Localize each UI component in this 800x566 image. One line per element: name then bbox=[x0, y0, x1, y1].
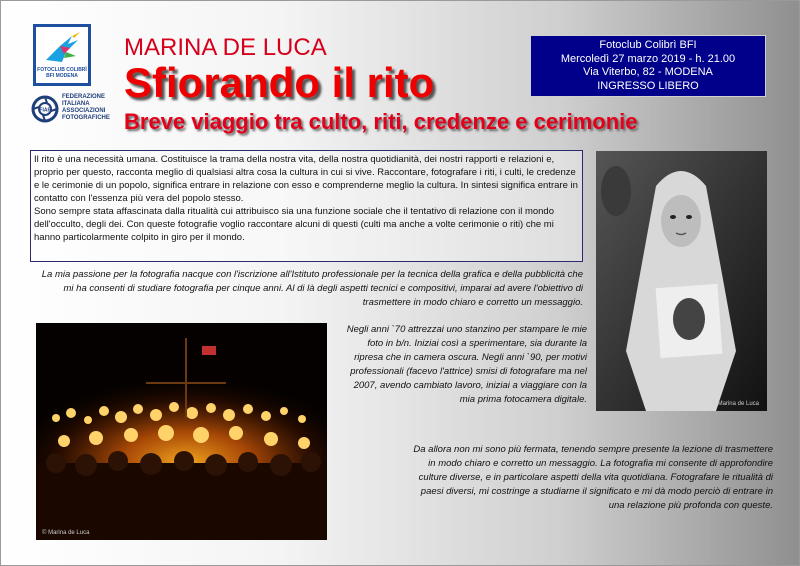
event-date: Mercoledì 27 marzo 2019 - h. 21.00 bbox=[560, 52, 736, 65]
colibri-logo-text: FOTOCLUB COLIBRÌ BFI MODENA bbox=[37, 67, 87, 79]
intro-paragraph: Il rito è una necessità umana. Costituisce la trama della nostra vita, della nostra quotidianità, dei nostri rapporti e relazioni e, proprio per questo, racconta meglio di qualsiasi altra cosa la cultura in cui si vive. Raccontare, fotografare i riti, i culti, le credenze e le cerimonie di un popolo, significa entrare in relazione con esso e comprenderne meglio la cultura. In sintesi significa entrare in contatto con l'essenza più vera del popolo stesso. bbox=[34, 154, 578, 204]
bio-paragraph-1: La mia passione per la fotografia nacque con l'iscrizione all'Istituto professionale per la tecnica della grafica e della pubblicità che mi ha consenti di studiare fotografia per cinque anni. Al di là degli aspetti tecnici e compositivi, imparai ad avere l'obiettivo di trasmettere in modo chiaro e corretto un messaggio. bbox=[41, 269, 583, 308]
fiaf-logo-text bbox=[62, 94, 110, 122]
event-admission: INGRESSO LIBERO bbox=[597, 79, 699, 92]
girl-portrait-image bbox=[596, 151, 767, 411]
colibri-logo bbox=[33, 24, 91, 86]
photo-credit: © Marina de Luca bbox=[42, 530, 90, 536]
aperture-icon bbox=[31, 95, 59, 123]
torch-procession-photo bbox=[36, 323, 327, 540]
event-info-box bbox=[530, 35, 766, 97]
girl-portrait-photo bbox=[596, 151, 767, 411]
bio-paragraph-3: Da allora non mi sono più fermata, tenendo sempre presente la lezione di trasmettere in modo chiaro e corretto un messaggio. La fotografia mi consente di approfondire culture diverse, e in particolare aspetti della vita quotidiana. Fotografare le ritualità di paesi diversi, mi costringe a studiarne il significato e mi dà modo perciò di entrare in una relazione più profonda con queste. bbox=[413, 444, 773, 511]
fiaf-logo bbox=[31, 93, 111, 127]
exhibition-subtitle: Breve viaggio tra culto, riti, credenze e cerimonie bbox=[124, 109, 638, 134]
exhibition-title: Sfiorando il rito bbox=[124, 59, 435, 106]
intro-box bbox=[30, 150, 583, 262]
intro-paragraph: Sono sempre stata affascinata dalla ritualità cui attribuisco sia una funzione sociale che il tentativo di relazione con il mondo dell'occulto, degli dei. Con queste fotografie voglio raccontare alcuni di questi (culti ma anche a volte cerimonie o riti) che mi hanno particolarmente colpito in giro per il mondo. bbox=[34, 206, 554, 243]
event-address: Via Viterbo, 82 - MODENA bbox=[583, 66, 713, 78]
photo-credit: © Marina de Luca bbox=[711, 401, 759, 407]
bio-paragraph-2: Negli anni `70 attrezzai uno stanzino per stampare le mie foto in b/n. Iniziai così a sperimentare, sia durante la ripresa che in camera oscura. Negli anni `90, per motivi professionali (facevo l'attrice) smisi di fotografare ma nel 2007, avendo cambiato lavoro, iniziai a viaggiare con la mia prima fotocamera digitale. bbox=[346, 324, 587, 405]
author-name: MARINA DE LUCA bbox=[124, 34, 327, 61]
torch-procession-image bbox=[36, 323, 327, 540]
event-club: Fotoclub Colibrì BFI bbox=[599, 39, 697, 51]
fiaf-line-4: FOTOGRAFICHE bbox=[62, 115, 110, 121]
fiaf-line-2: ITALIANA bbox=[62, 101, 90, 107]
fiaf-acronym: FIAF bbox=[39, 107, 51, 114]
fiaf-line-3: ASSOCIAZIONI bbox=[62, 108, 106, 114]
hummingbird-icon bbox=[42, 30, 82, 68]
fiaf-line-1: FEDERAZIONE bbox=[62, 94, 106, 100]
